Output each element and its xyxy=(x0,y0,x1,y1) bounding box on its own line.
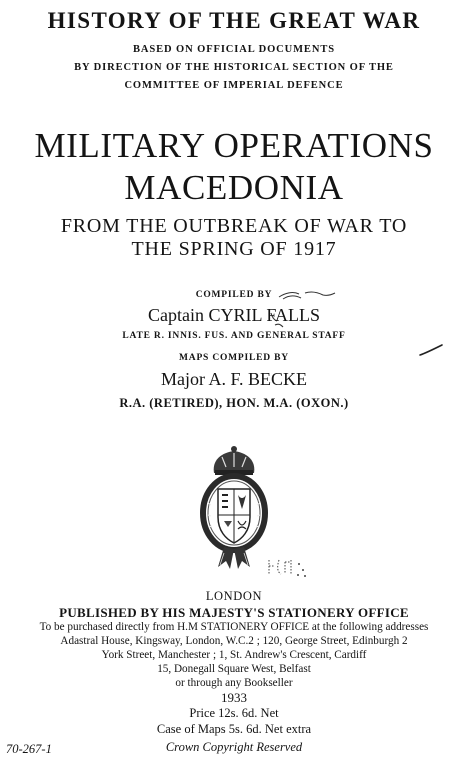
header-line-2: BY DIRECTION OF THE HISTORICAL SECTION OF THE xyxy=(74,62,394,73)
address-line: 15, Donegall Square West, Belfast xyxy=(157,663,311,675)
address-line: Adastral House, Kingsway, London, W.C.2 ; 120, George Street, Edinburgh 2 xyxy=(60,635,408,647)
maps-price: Case of Maps 5s. 6d. Net extra xyxy=(156,722,312,736)
header-line-3: COMMITTEE OF IMPERIAL DEFENCE xyxy=(124,80,344,91)
royal-coat-of-arms-icon xyxy=(198,443,270,571)
publication-year: 1933 xyxy=(221,690,247,705)
header-line-1: BASED ON OFFICIAL DOCUMENTS xyxy=(133,44,335,55)
maps-author-name: Major A. F. BECKE xyxy=(160,369,308,389)
author-credentials: LATE R. INNIS. FUS. AND GENERAL STAFF xyxy=(122,331,346,341)
address-line: To be purchased directly from H.M STATIONERY OFFICE at the following addresses xyxy=(39,621,429,633)
subtitle-line-1: FROM THE OUTBREAK OF WAR TO xyxy=(60,215,408,237)
publication-city: LONDON xyxy=(205,589,263,603)
shelfmark: 70-267-1 xyxy=(6,742,52,756)
series-title: HISTORY OF THE GREAT WAR xyxy=(47,8,421,33)
main-title-line-1: MILITARY OPERATIONS xyxy=(34,126,434,165)
main-title-line-2: MACEDONIA xyxy=(124,168,344,207)
library-stamp xyxy=(265,556,309,580)
maps-author-credentials: R.A. (RETIRED), HON. M.A. (OXON.) xyxy=(119,396,349,410)
compiled-by-label: COMPILED BY xyxy=(195,290,273,300)
maps-compiled-label: MAPS COMPILED BY xyxy=(179,353,289,363)
subtitle-line-2: THE SPRING OF 1917 xyxy=(131,238,337,260)
address-line: or through any Bookseller xyxy=(175,677,293,689)
author-name: Captain CYRIL FALLS xyxy=(148,305,320,325)
publisher: PUBLISHED BY HIS MAJESTY'S STATIONERY OFFICE xyxy=(59,605,409,620)
price: Price 12s. 6d. Net xyxy=(189,706,279,720)
copyright-notice: Crown Copyright Reserved xyxy=(165,740,303,754)
address-line: York Street, Manchester ; 1, St. Andrew's Crescent, Cardiff xyxy=(101,649,367,661)
